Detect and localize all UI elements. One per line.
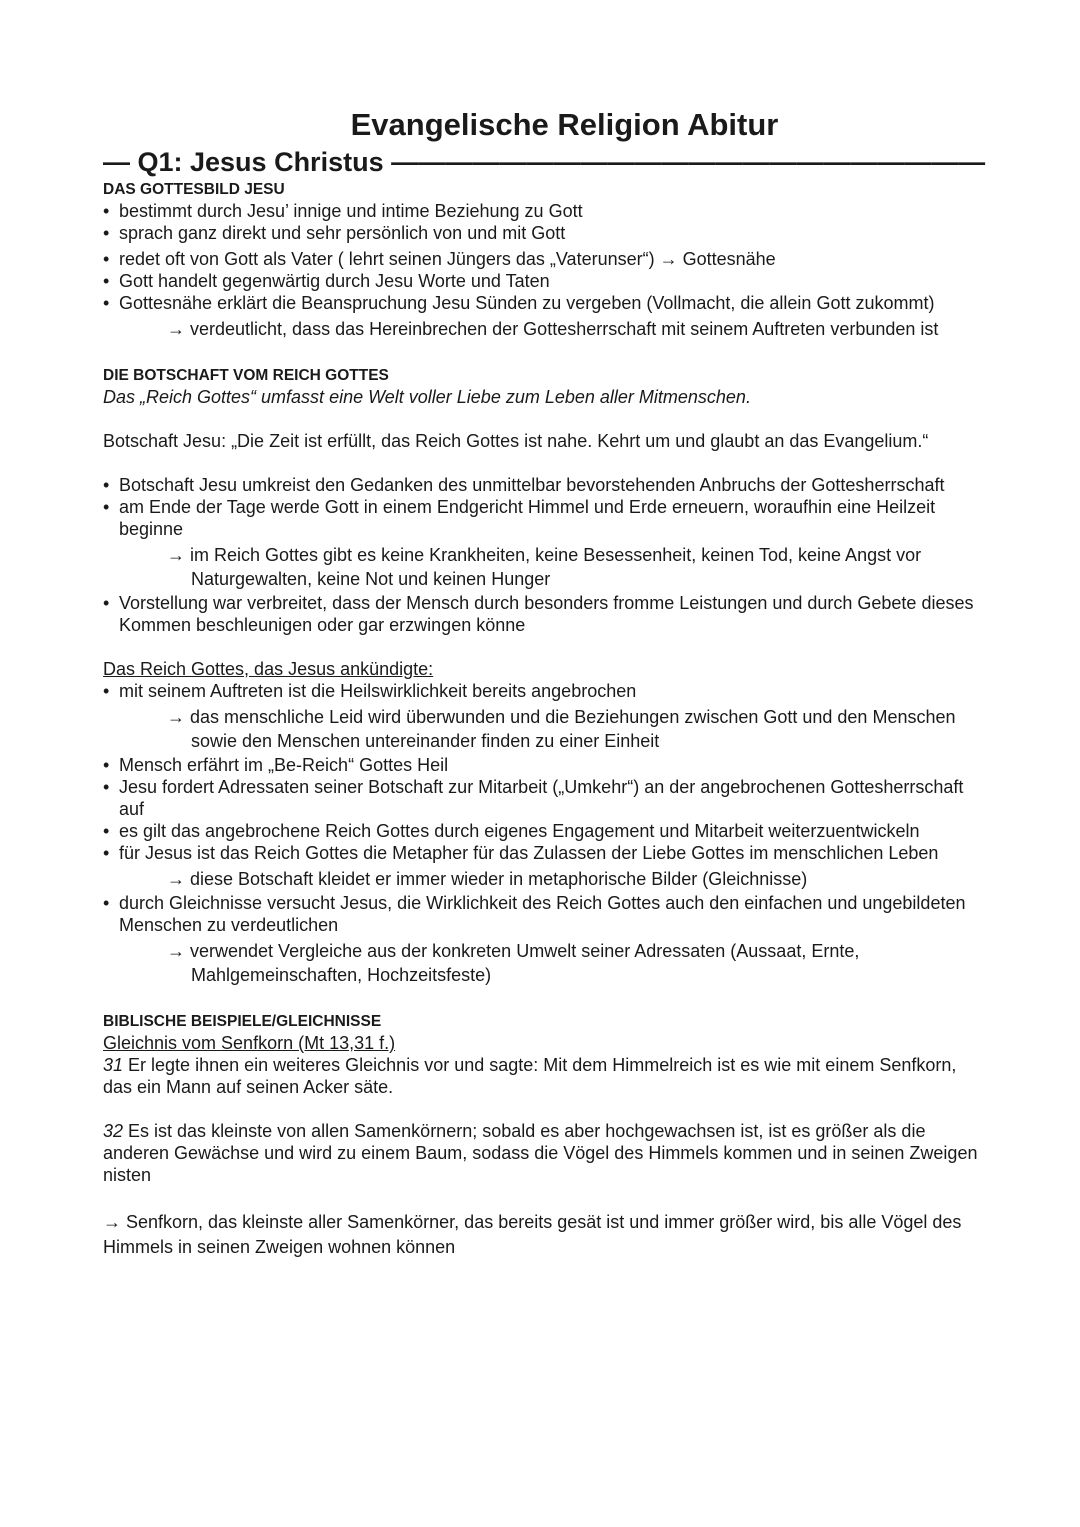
list-item: • Jesu fordert Adressaten seiner Botschaft zur Mitarbeit („Umkehr“) an der angebrochenen Gottesherrschaft auf	[103, 776, 990, 820]
list-item: • am Ende der Tage werde Gott in einem Endgericht Himmel und Erde erneuern, woraufhin eine Heilzeit beginne	[103, 496, 990, 540]
heading-gottesbild: DAS GOTTESBILD JESU	[103, 181, 285, 198]
list-item: • sprach ganz direkt und sehr persönlich von und mit Gott	[103, 222, 990, 244]
arrow-note: → verwendet Vergleiche aus der konkreten Umwelt seiner Adressaten (Aussaat, Ernte, Mahlgemeinschaften, Hochzeitsfeste)	[167, 941, 860, 985]
heading-beispiele: BIBLISCHE BEISPIELE/GLEICHNISSE	[103, 1013, 382, 1030]
list-item: • mit seinem Auftreten ist die Heilswirklichkeit bereits angebrochen	[103, 680, 990, 702]
verse-text: Er legte ihnen ein weiteres Gleichnis vor und sagte: Mit dem Himmelreich ist es wie mit einem Senfkorn, das ein Mann auf seinen Acker säte.	[103, 1055, 957, 1097]
arrow-note: → im Reich Gottes gibt es keine Krankheiten, keine Besessenheit, keinen Tod, keine Angst vor Naturgewalten, keine Not und keinen Hunger	[167, 545, 922, 589]
document-title: Evangelische Religion Abitur	[350, 107, 779, 142]
list-item: • Gott handelt gegenwärtig durch Jesu Worte und Taten	[103, 270, 990, 292]
arrow-note: → verdeutlicht, dass das Hereinbrechen der Gottesherrschaft mit seinem Auftreten verbunden ist	[167, 319, 939, 339]
verse-number: 32	[103, 1121, 124, 1141]
verse-31	[103, 1054, 990, 1098]
list-item: • es gilt das angebrochene Reich Gottes durch eigenes Engagement und Mitarbeit weiterzuentwickeln	[103, 820, 990, 842]
botschaft-intro: Das „Reich Gottes“ umfasst eine Welt voller Liebe zum Leben aller Mitmenschen.	[103, 387, 751, 407]
botschaft-list-3	[103, 680, 990, 702]
reich-gottes-subheading: Das Reich Gottes, das Jesus ankündigte:	[103, 659, 434, 679]
list-item: • Vorstellung war verbreitet, dass der Mensch durch besonders fromme Leistungen und durch Gebete dieses Kommen beschleunigen oder gar erzwingen könne	[103, 592, 990, 636]
arrow-note: → diese Botschaft kleidet er immer wieder in metaphorische Bilder (Gleichnisse)	[167, 869, 808, 889]
gottesbild-list	[103, 200, 990, 314]
botschaft-list-1	[103, 474, 990, 540]
list-item: • Botschaft Jesu umkreist den Gedanken des unmittelbar bevorstehenden Anbruchs der Gottesherrschaft	[103, 474, 990, 496]
verse-number: 31	[103, 1055, 124, 1075]
botschaft-quote: Botschaft Jesu: „Die Zeit ist erfüllt, das Reich Gottes ist nahe. Kehrt um und glaubt an das Evangelium.“	[103, 431, 929, 451]
list-item: • Gottesnähe erklärt die Beanspruchung Jesu Sünden zu vergeben (Vollmacht, die allein Gott zukommt)	[103, 292, 990, 314]
botschaft-list-2	[103, 592, 990, 636]
gleichnis-conclusion: → Senfkorn, das kleinste aller Samenkörner, das bereits gesät ist und immer größer wird, bis alle Vögel des Himmels in seinen Zweigen wohnen können	[103, 1212, 962, 1257]
list-item: • durch Gleichnisse versucht Jesus, die Wirklichkeit des Reich Gottes auch den einfachen und ungebildeten Menschen zu verdeutlichen	[103, 892, 990, 936]
list-item: • redet oft von Gott als Vater ( lehrt seinen Jüngers das „Vaterunser“) → Gottesnähe	[103, 248, 990, 270]
heading-botschaft: DIE BOTSCHAFT VOM REICH GOTTES	[103, 367, 389, 384]
arrow-note: → das menschliche Leid wird überwunden und die Beziehungen zwischen Gott und den Menschen sowie den Menschen untereinander finden zu einer Einheit	[167, 707, 956, 751]
list-item: • Mensch erfährt im „Be-Reich“ Gottes Heil	[103, 754, 990, 776]
list-item: • bestimmt durch Jesu’ innige und intime Beziehung zu Gott	[103, 200, 990, 222]
verse-32	[103, 1120, 990, 1186]
botschaft-list-5	[103, 892, 990, 936]
list-item: • für Jesus ist das Reich Gottes die Metapher für das Zulassen der Liebe Gottes im menschlichen Leben	[103, 842, 990, 864]
botschaft-list-4	[103, 754, 990, 864]
section-title: — Q1: Jesus Christus ——————————————————————	[103, 147, 986, 177]
verse-text: Es ist das kleinste von allen Samenkörnern; sobald es aber hochgewachsen ist, ist es größer als die anderen Gewächse und wird zu einem Baum, sodass die Vögel des Himmels kommen und in seinen Zweigen nisten	[103, 1121, 978, 1185]
gleichnis-subheading: Gleichnis vom Senfkorn (Mt 13,31 f.)	[103, 1033, 396, 1053]
